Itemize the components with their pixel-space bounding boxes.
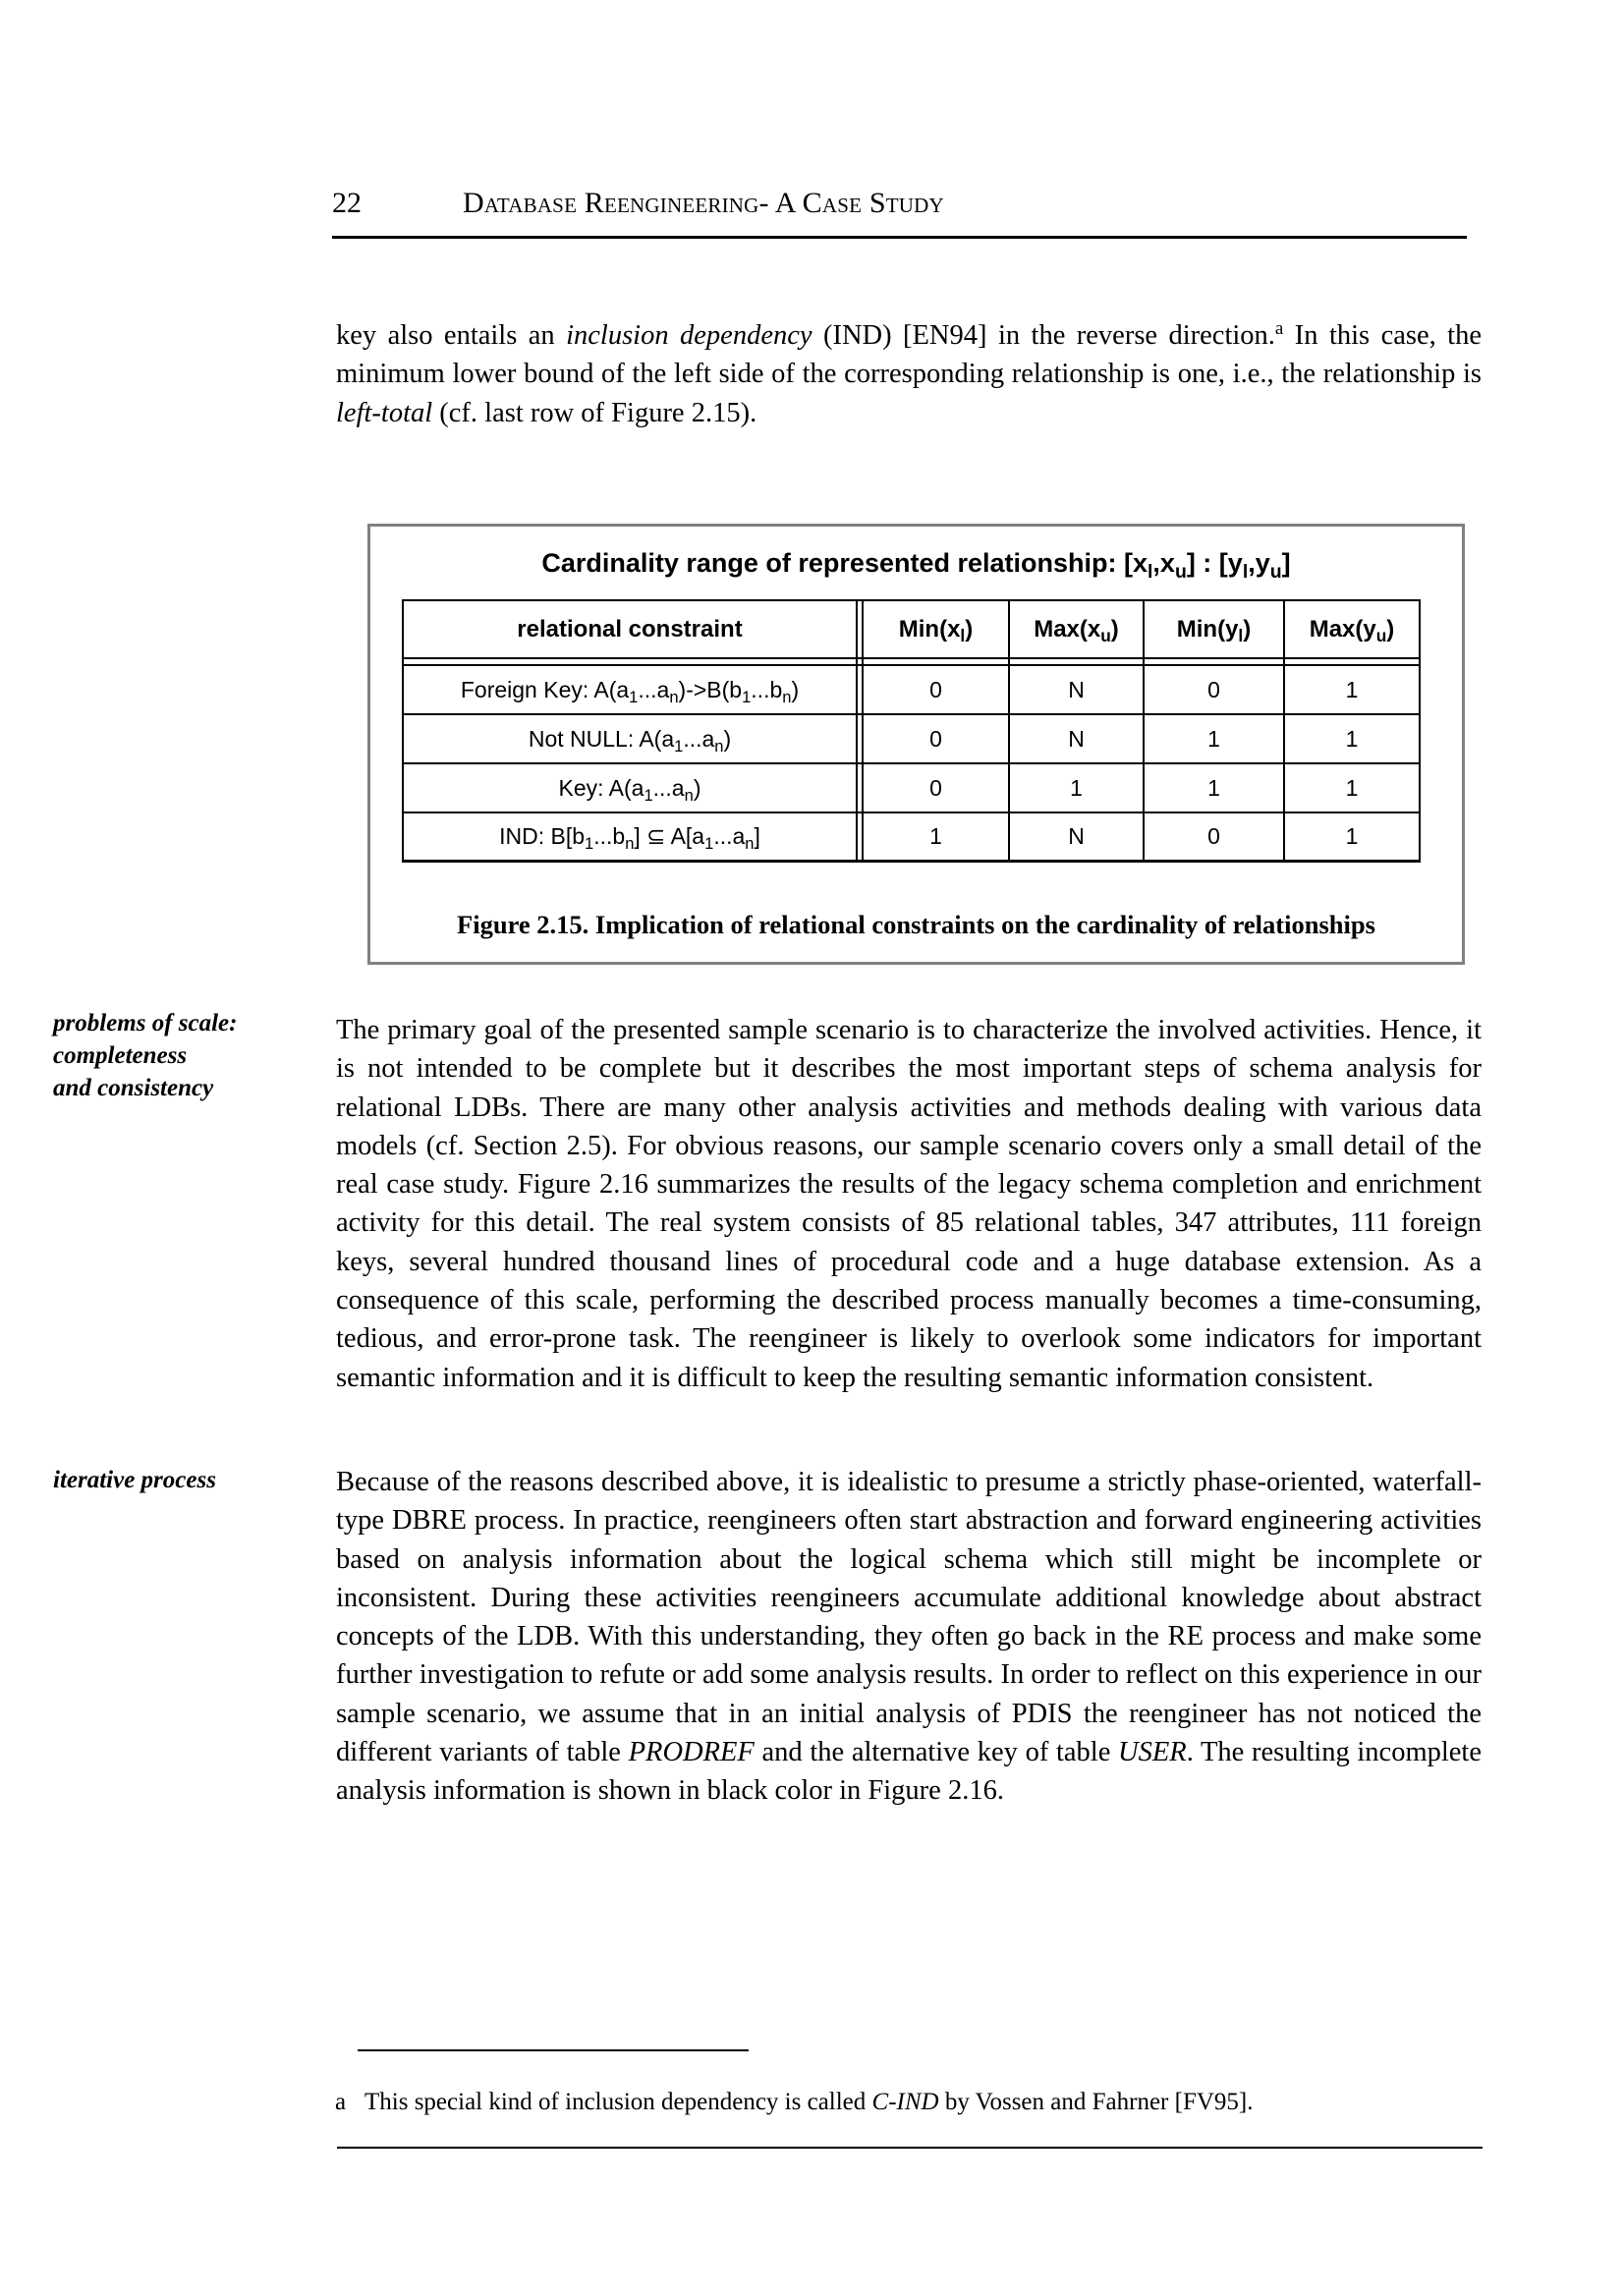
table-rule [402,657,1421,659]
value-cell: 1 [1345,676,1359,702]
figure-2-15 [367,524,1465,965]
value-cell: 1 [1345,725,1359,752]
table-name-user: USER [1118,1737,1187,1768]
running-header [332,185,1467,239]
value-cell: 0 [1207,676,1220,702]
value-cell: 0 [929,725,942,752]
text-run: by Vossen and Fahrner [FV95]. [938,2089,1254,2115]
column-header: relational constraint [517,615,743,643]
column-header: $Max(x_u)$ [1034,615,1119,645]
value-cell: 1 [1345,823,1359,849]
term-c-ind: C-IND [871,2089,939,2115]
constraint-cell: Not NULL: $A(a_1...a_n)$ [528,725,732,756]
text-run: Because of the reasons described above, it is idealistic to presume a strictly phase-oriented, waterfall-type DBRE process. In practice, reengineers often start abstraction and forward engineering activities based on analysis information about the logical schema which still might be incomplete or inconsistent. During these activities reengineers accumulate additional knowledge about abstract concepts of the LDB. With this understanding, they often go back in the RE process and make some further investigation to refute or add some analysis results. In order to reflect on this experience in our sample scenario, we assume that in an initial analysis of PDIS the reengineer has not noticed the different variants of table [336,1467,1482,1768]
column-header: $Min(x_l)$ [898,615,974,645]
value-cell: 0 [1207,823,1220,849]
text-run: In this case, the minimum lower bound of the left side of the corresponding relationship is one, i.e., the relationship is [336,320,1482,390]
table-name-prodref: PRODREF [628,1737,755,1768]
figure-caption: Figure 2.15. Implication of relational constraints on the cardinality of relationships [457,910,1375,939]
intro-paragraph [336,316,1482,432]
figure-title: Cardinality range of represented relationship: $[x_l,x_u]$ : $[y_l,y_u]$ [541,548,1291,583]
text-run: key also entails an [336,320,567,351]
value-cell: N [1068,823,1085,849]
margin-note-line: completeness [53,1042,188,1069]
column-header: $Min(y_l)$ [1176,615,1252,645]
table-rule [402,860,1421,863]
margin-note-line: and consistency [53,1075,214,1101]
cardinality-table [402,599,1421,863]
term-inclusion-dependency: inclusion dependency [566,320,812,351]
value-cell: 1 [929,823,942,849]
value-cell: 1 [1207,774,1220,801]
text-run: . The resulting incomplete analysis information is shown in black color in Figure 2.16. [336,1737,1482,1807]
value-cell: N [1068,676,1085,702]
running-title: Database Reengineering- A Case Study [463,187,944,219]
column-header: $Max(y_u)$ [1309,615,1395,645]
constraint-cell: Foreign Key: $A(a_1...a_n)->B(b_1...b_n)$ [460,676,800,706]
paragraph-problems-of-scale: The primary goal of the presented sample scenario is to characterize the involved activities. Hence, it is not intended to be complete but it describes the most important steps of schema analysis for relational LDBs. There are many other analysis activities and methods dealing with various data models (cf. Section 2.5). For obvious reasons, our sample scenario covers only a small detail of the real case study. Figure 2.16 summarizes the results of the legacy schema completion and enrichment activity for this detail. The real system consists of 85 relational tables, 347 attributes, 111 foreign keys, several hundred thousand lines of procedural code and a huge database extension. As a consequence of this scale, performing the described process manually becomes a time-consuming, tedious, and error-prone task. The reengineer is likely to overlook some indicators for important semantic information and it is difficult to keep the resulting semantic information consistent. [336,1015,1482,1393]
value-cell: 1 [1207,725,1220,752]
footnote-a [335,2089,1253,2116]
constraint-cell: Key: $A(a_1...a_n)$ [558,774,701,805]
text-run: and the alternative key of table [754,1737,1119,1768]
margin-note-problems-of-scale [53,1007,299,1104]
text-run: This special kind of inclusion dependency is called [364,2089,872,2115]
constraint-cell: IND: $B[b_1...b_n]$ ⊆ $A[a_1...a_n]$ [499,823,760,853]
value-cell: 0 [929,774,942,801]
text-run: (IND) [EN94] in the reverse direction. [812,320,1275,351]
footnote-separator [358,2049,749,2051]
value-cell: 0 [929,676,942,702]
table-rule [856,599,858,863]
page-number: 22 [332,187,362,219]
table-rule [1419,599,1421,863]
term-left-total: left-total [336,397,433,428]
footnote-mark: a [335,2089,347,2115]
page-bottom-rule [337,2147,1483,2149]
value-cell: 1 [1070,774,1083,801]
value-cell: N [1068,725,1085,752]
margin-note-line: iterative process [53,1467,216,1493]
text-run: (cf. last row of Figure 2.15). [432,397,757,428]
footnote-reference[interactable]: a [1274,318,1284,339]
margin-note-iterative-process [53,1464,299,1496]
margin-note-line: problems of scale: [53,1010,238,1036]
value-cell: 1 [1345,774,1359,801]
paragraph-iterative-process [336,1463,1482,1811]
